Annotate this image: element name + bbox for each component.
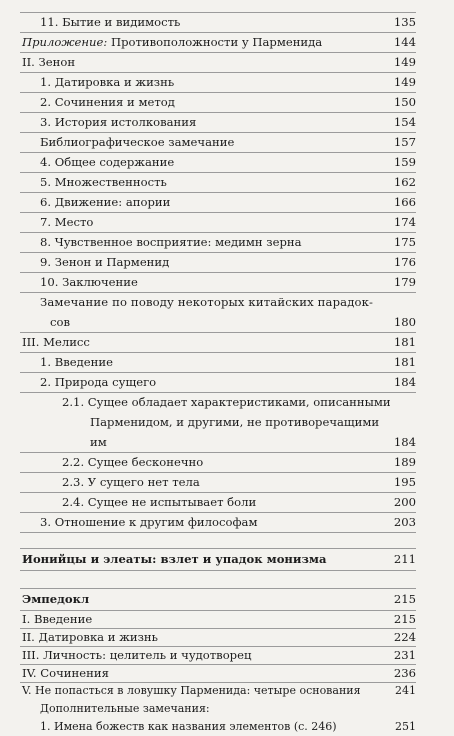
toc-entry [0, 192, 454, 212]
toc-entry-page: 181 [393, 355, 416, 369]
toc-entry-page: 215 [393, 592, 416, 606]
toc-entry [0, 32, 454, 52]
toc-entry-title: III. Личность: целитель и чудотворец [22, 648, 252, 662]
toc-entry-title: 9. Зенон и Парменид [40, 255, 170, 269]
toc-entry-title: II. Зенон [22, 55, 76, 69]
toc-entry [0, 682, 454, 700]
toc-entry-page: 236 [393, 666, 416, 680]
toc-entry-title: 7. Место [40, 215, 94, 229]
toc-entry-page: 184 [393, 375, 416, 389]
toc-entry-page: 189 [393, 455, 416, 469]
toc-entry-title: 2.3. У сущего нет тела [62, 475, 200, 489]
toc-entry [0, 452, 454, 472]
toc-entry-title: 10. Заключение [40, 275, 138, 289]
toc-entry-page: 154 [393, 115, 416, 129]
toc-entry [0, 412, 454, 432]
toc-entry-title: 2.1. Сущее обладает характеристиками, описанными [62, 395, 391, 409]
toc-entry [0, 172, 454, 192]
toc-entry-title: Приложение: Противоположности у Парменида [22, 35, 323, 49]
toc-section-heading [0, 588, 454, 610]
toc-entry [0, 232, 454, 252]
toc-entry [0, 432, 454, 452]
toc-entry-page: 200 [393, 495, 416, 509]
toc-entry-page: 180 [393, 315, 416, 329]
toc-entry-page: 241 [395, 684, 416, 697]
toc-entry-title: 5. Множественность [40, 175, 167, 189]
toc-entry [0, 272, 454, 292]
divider [20, 532, 416, 533]
toc-entry-page: 211 [393, 552, 416, 566]
toc-entry-page: 195 [393, 475, 416, 489]
toc-entry [0, 132, 454, 152]
toc-entry-page: 176 [393, 255, 416, 269]
toc-entry-page: 157 [393, 135, 416, 149]
toc-entry-title: 4. Общее содержание [40, 155, 175, 169]
toc-entry-title: Замечание по поводу некоторых китайских парадок- [40, 295, 374, 309]
divider [20, 570, 416, 571]
toc-entry-page: 162 [393, 175, 416, 189]
toc-entry-page: 166 [393, 195, 416, 209]
toc-entry-title: 3. Отношение к другим философам [40, 515, 258, 529]
toc-entry [0, 252, 454, 272]
toc-entry-title: 2.4. Сущее не испытывает боли [62, 495, 257, 509]
toc-entry [0, 718, 454, 736]
toc-entry [0, 628, 454, 646]
toc-entry [0, 92, 454, 112]
toc-entry-title: IV. Сочинения [22, 666, 109, 680]
toc-entry-title: сов [50, 315, 71, 329]
toc-entry-title: 1. Введение [40, 355, 113, 369]
toc-entry-title: им [90, 435, 107, 449]
toc-entry-title: II. Датировка и жизнь [22, 630, 158, 644]
toc-entry-page: 174 [393, 215, 416, 229]
toc-entry-title: 3. История истолкования [40, 115, 197, 129]
toc-entry-title: 2.2. Сущее бесконечно [62, 455, 204, 469]
toc-entry [0, 12, 454, 32]
toc-entry [0, 352, 454, 372]
toc-entry-title: 1. Имена божеств как названия элементов (с. 246) [40, 720, 337, 733]
toc-entry-page: 181 [393, 335, 416, 349]
toc-entry-title: 6. Движение: апории [40, 195, 171, 209]
toc-entry-title: 11. Бытие и видимость [40, 15, 181, 29]
toc-entry-title: 2. Сочинения и метод [40, 95, 175, 109]
toc-entry [0, 332, 454, 352]
toc-entry [0, 646, 454, 664]
toc-entry-page: 251 [395, 720, 416, 733]
toc-entry-page: 144 [393, 35, 416, 49]
toc-entry-title: Парменидом, и другими, не противоречащими [90, 415, 380, 429]
toc-entry-title: III. Мелисс [22, 335, 90, 349]
toc-entry-title: Библиографическое замечание [40, 135, 235, 149]
toc-entry [0, 610, 454, 628]
toc-entry-page: 184 [393, 435, 416, 449]
toc-entry [0, 72, 454, 92]
toc-entry-page: 149 [393, 75, 416, 89]
toc-entry-title: V. Не попасться в ловушку Парменида: четыре основания [22, 684, 361, 697]
toc-section-heading [0, 548, 454, 570]
toc-entry-page: 179 [393, 275, 416, 289]
toc-entry-title: Ионийцы и элеаты: взлет и упадок монизма [22, 552, 327, 566]
toc-entry-page: 135 [393, 15, 416, 29]
toc-entry [0, 312, 454, 332]
toc-entry-page: 149 [393, 55, 416, 69]
toc-entry [0, 372, 454, 392]
toc-entry [0, 292, 454, 312]
toc-entry [0, 212, 454, 232]
toc-entry [0, 472, 454, 492]
toc-entry-page: 215 [393, 612, 416, 626]
toc-entry [0, 52, 454, 72]
toc-entry-page: 175 [393, 235, 416, 249]
toc-entry-title: I. Введение [22, 612, 93, 626]
toc-entry-title: Дополнительные замечания: [40, 702, 210, 715]
toc-entry [0, 512, 454, 532]
toc-entry [0, 392, 454, 412]
toc-entry [0, 492, 454, 512]
toc-entry-title: 2. Природа сущего [40, 375, 157, 389]
toc-entry-title: 8. Чувственное восприятие: медимн зерна [40, 235, 302, 249]
toc-entry-page: 203 [393, 515, 416, 529]
toc-entry [0, 700, 454, 718]
toc-entry-page: 159 [393, 155, 416, 169]
toc-entry [0, 112, 454, 132]
toc-entry-page: 150 [393, 95, 416, 109]
toc-entry [0, 664, 454, 682]
toc-entry [0, 152, 454, 172]
toc-entry-title: 1. Датировка и жизнь [40, 75, 175, 89]
toc-entry-page: 231 [393, 648, 416, 662]
toc-entry-page: 224 [393, 630, 416, 644]
toc-entry-title: Эмпедокл [22, 592, 90, 606]
